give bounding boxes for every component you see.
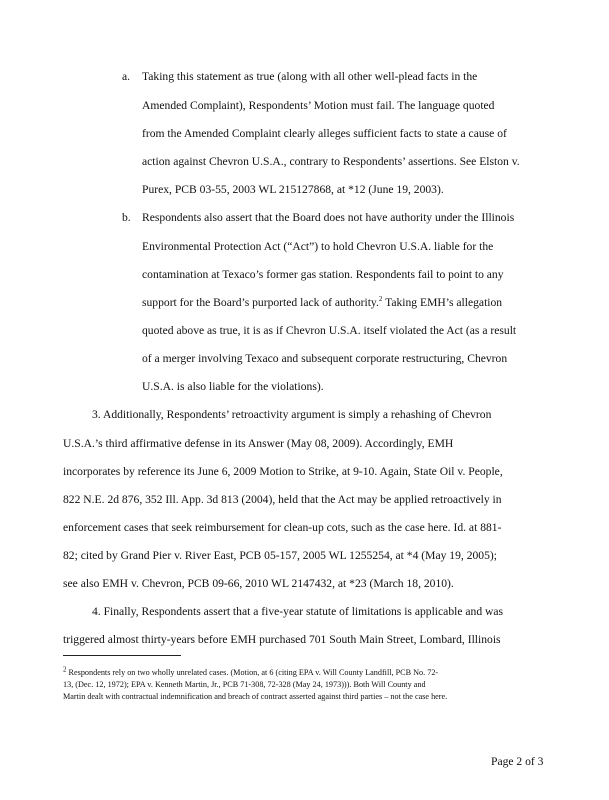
item-b-line: Respondents also assert that the Board does not have authority under the Illinois (142, 211, 515, 224)
item-a-line: Purex, PCB 03-55, 2003 WL 215127868, at *12 (June 19, 2003). (142, 183, 444, 196)
item-b-line: U.S.A. is also liable for the violations). (142, 380, 324, 393)
paragraph-3-line: see also EMH v. Chevron, PCB 09-66, 2010 WL 2147432, at *23 (March 18, 2010). (63, 577, 454, 590)
item-b-label: b. (122, 211, 131, 224)
footnote-text: Respondents rely on two wholly unrelated cases. (Motion, at 6 (citing EPA v. Will County Landfill, PCB No. 72- (66, 668, 439, 677)
page-number: Page 2 of 3 (491, 755, 544, 768)
item-b-line: contamination at Texaco’s former gas station. Respondents fail to point to any (142, 268, 504, 281)
footnote-line (63, 665, 439, 678)
paragraph-4-line: 4. Finally, Respondents assert that a five-year statute of limitations is applicable and was (92, 605, 504, 618)
paragraph-3-line: 3. Additionally, Respondents’ retroactivity argument is simply a rehashing of Chevron (92, 408, 492, 421)
footnote-number: 2 (63, 665, 67, 674)
item-a-line: Taking this statement as true (along with all other well-plead facts in the (142, 70, 478, 83)
item-a-line: Amended Complaint), Respondents’ Motion must fail. The language quoted (142, 99, 495, 112)
item-b-line: Environmental Protection Act (“Act”) to hold Chevron U.S.A. liable for the (142, 240, 494, 253)
paragraph-3-line: U.S.A.’s third affirmative defense in its Answer (May 08, 2009). Accordingly, EMH (63, 437, 454, 450)
item-b-line-text: Taking EMH’s allegation (382, 296, 503, 309)
item-b-line: of a merger involving Texaco and subsequent corporate restructuring, Chevron (142, 352, 508, 365)
footnote-line: 13, (Dec. 12, 1972); EPA v. Kenneth Martin, Jr., PCB 71-308, 72-328 (May 24, 1973))). Both Will County and (63, 680, 426, 689)
item-a-line: from the Amended Complaint clearly alleges sufficient facts to state a cause of (142, 127, 507, 140)
footnote-marker[interactable]: 2 (378, 295, 383, 304)
footnote-line: Martin dealt with contractual indemnification and breach of contract asserted against third parties – not the case here. (63, 692, 448, 701)
paragraph-4-line: triggered almost thirty-years before EMH purchased 701 South Main Street, Lombard, Illinois (63, 633, 501, 646)
item-a-label: a. (122, 70, 131, 83)
item-a-line: action against Chevron U.S.A., contrary to Respondents’ assertions. See Elston v. (142, 155, 520, 168)
item-b-line-text: support for the Board’s purported lack of authority. (142, 296, 379, 309)
paragraph-3-line: enforcement cases that seek reimbursement for clean-up cots, such as the case here. Id. at 881- (63, 521, 502, 534)
paragraph-3-line: 822 N.E. 2d 876, 352 Ill. App. 3d 813 (2004), held that the Act may be applied retroactively in (63, 493, 502, 506)
footnote-divider (63, 655, 181, 656)
item-b-line (142, 296, 502, 310)
item-b-line: quoted above as true, it is as if Chevron U.S.A. itself violated the Act (as a result (142, 324, 517, 337)
paragraph-3-line: 82; cited by Grand Pier v. River East, PCB 05-157, 2005 WL 1255254, at *4 (May 19, 2005); (63, 549, 497, 562)
paragraph-3-line: incorporates by reference its June 6, 2009 Motion to Strike, at 9-10. Again, State Oil v. People, (63, 465, 503, 478)
